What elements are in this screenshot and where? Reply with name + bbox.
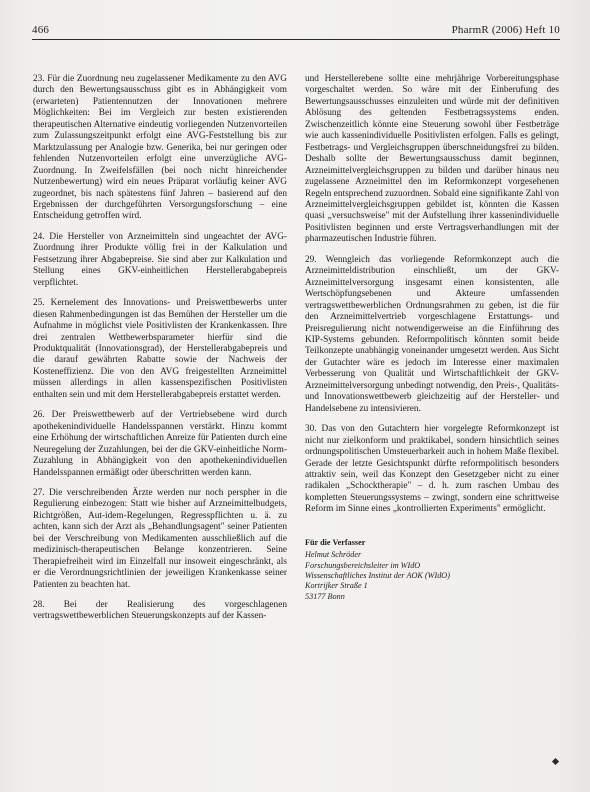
author-city: 53177 Bonn [305,591,345,601]
paragraph-26: 26. Der Preiswettbewerb auf der Vertriebsebene wird durch apothekenindividuelle Handelsspannen verstärkt. Hinzu kommt eine Erhöhung der wirtschaftlichen Anreize für Patienten durch eine Neuregelung der Zuzahlungen, bei der die GKV-einheitliche Norm-Zuzahlung in Abhängigkeit von den apothekenindividuellen Handelsspannen ermäßigt oder überschritten werden kann. [33,410,287,478]
paragraph-28: 28. Bei der Realisierung des vorgeschlagenen vertragswettbewerblichen Steuerungskonzepts auf der Kassen- [33,600,287,622]
author-position: Forschungsbereichsleiter im WIdO [305,560,421,570]
paragraph-30: 30. Das von den Gutachtern hier vorgelegte Reformkonzept ist nicht nur zielkonform und praktikabel, sondern hinsichtlich seines ordnungspolitischen Umsteuerbarkeit auch in hohem Maße flexibel. Gerade der letzte Gesichtspunkt dürfte reformpolitisch besonders attraktiv sein, weil das Konzept den Gesetzgeber nicht zu einer radikalen „Schocktherapie" – d. h. zum raschen Umbau des kompletten Steuerungssystems – zwingt, sondern eine schrittweise Reform im Sinne eines „kontrollierten Experiments" ermöglicht. [305,424,559,515]
paragraph-29: 29. Wenngleich das vorliegende Reformkonzept auch die Arzneimitteldistribution einschließt, um der GKV-Arzneimittelversorgung insgesamt einen konsistenten, alle Wertschöpfungsebenen und Akteure umfassenden vertragswettbewerblichen Ordnungsrahmen zu geben, ist die für den Arzneimittelvertrieb vorgeschlagene Erstattungs- und Preisregulierung nicht notwendigerweise an die Einführung des KIP-Systems gebunden. Reformpolitisch könnten somit beide Teilkonzepte unabhängig voneinander umgesetzt werden. Aus Sicht der Gutachter wäre es jedoch im Interesse einer maximalen Verbesserung von Qualität und Wirtschaftlichkeit der GKV-Arzneimittelversorgung unbedingt notwendig, den Preis-, Qualitäts- und Innovationswettbewerb gleichzeitig auf der Hersteller- und Handelsebene zu intensivieren. [305,254,559,414]
right-column [305,74,559,602]
author-street: Kortrijker Straße 1 [305,581,368,591]
paragraph-28-continued: und Herstellerebene sollte eine mehrjährige Vorbereitungsphase vorgeschaltet werden. So wäre mit der Einberufung des Bewertungsausschusses einzuleiten und würde mit der definitiven Ablösung des geltenden Festbetragssystems enden. Zwischenzeitlich könnte eine Steuerung sowohl über Festbeträge wie auch kassenindividuelle Positivlisten erfolgen. Falls es gelingt, Festbetrags- und Vergleichsgruppen überschneidungsfrei zu bilden. Deshalb sollte der Bewertungsausschuss damit beginnen, Arzneimittelvergleichsgruppen zu bilden und darüber hinaus neu zugelassene Arzneimittel den im Reformkonzept vorgesehenen Regeln entsprechend zuzuordnen. Sobald eine signifikante Zahl von Arzneimittelvergleichsgruppen gebildet ist, könnten die Kassen quasi „versuchsweise" mit der Aufstellung ihrer kassenindividuelle Positivlisten beginnen und erste Vertragsverhandlungen mit der pharmazeutischen Industrie führen. [305,74,559,245]
paragraph-24: 24. Die Hersteller von Arzneimitteln sind ungeachtet der AVG-Zuordnung ihrer Produkte völlig frei in der Kalkulation und Festsetzung ihrer Abgabepreise. Sie sind aber zur Kalkulation und Stellung eines GKV-einheitlichen Herstellerabgabepreis verpflichtet. [33,231,287,288]
paragraph-23: 23. Für die Zuordnung neu zugelassener Medikamente zu den AVG durch den Bewertungsausschuss gibt es in Abhängigkeit vom (erwarteten) Patientennutzen der Innovationen mehrere Möglichkeiten: Bei im Vergleich zur besten existierenden therapeutischen Alternative eindeutig vorliegenden Nutzenvorteilen zum Zulassungszeitpunkt erfolgt eine AVG-Feststellung bis zur Marktzulassung per Analogie bzw. Generika, bei nur geringen oder fehlenden Nutzenvorteilen erfolgt eine unverzügliche AVG-Zuordnung. In Zweifelsfällen (bei noch nicht hinreichender Nutzenbewertung) wird ein neues Präparat vorläufig keiner AVG zugeordnet, bis nach spätestens fünf Jahren – basierend auf den Ergebnissen der durchgeführten Versorgungsforschung – eine Entscheidung getroffen wird. [33,74,287,222]
author-institute: Wissenschaftliches Institut der AOK (WIdO) [305,570,450,580]
author-name: Helmut Schröder [305,550,362,560]
paragraph-25: 25. Kernelement des Innovations- und Preiswettbewerbs unter diesen Rahmenbedingungen ist das Bemühen der Hersteller um die Aufnahme in möglichst viele Positivlisten der Krankenkassen. Ihre drei zentralen Wettbewerbsparameter hierfür sind die Produktqualität (Innovationsgrad), der Herstellerabgabepreis und die darauf gewährten Rabatte sowie der Nachweis der Kosteneffizienz. Die von den AVG freigestellten Arzneimittel müssen allerdings in allen kassenspezifischen Positivlisten enthalten sein und mit dem Herstellerabgabepreis erstattet werden. [33,298,287,400]
header-rule [32,39,560,40]
page-number: 466 [32,24,50,36]
end-of-article-marker [552,758,559,765]
journal-reference: PharmR (2006) Heft 10 [451,24,560,36]
page-header [32,24,560,40]
author-block-title: Für die Verfasser [305,537,366,547]
left-column [33,74,287,629]
paragraph-27: 27. Die verschreibenden Ärzte werden nur noch perspher in die Regulierung einbezogen: Statt wie bisher auf Arzneimittelbudgets, Richtgrößen, Aut-idem-Regelungen, Regresspflichten u. ä. zu achten, kann sich der Arzt als „Behandlungsagent" seiner Patienten bei der Verschreibung von Medikamenten ausschließlich auf die medizinisch-therapeutischen Belange konzentrieren. Seine Therapiefreiheit wird im Einzelfall nur insoweit eingeschränkt, als er die Verordnungsrichtlinien der jeweiligen Krankenkasse seiner Patienten zu beachten hat. [33,487,287,590]
author-block [305,538,559,602]
